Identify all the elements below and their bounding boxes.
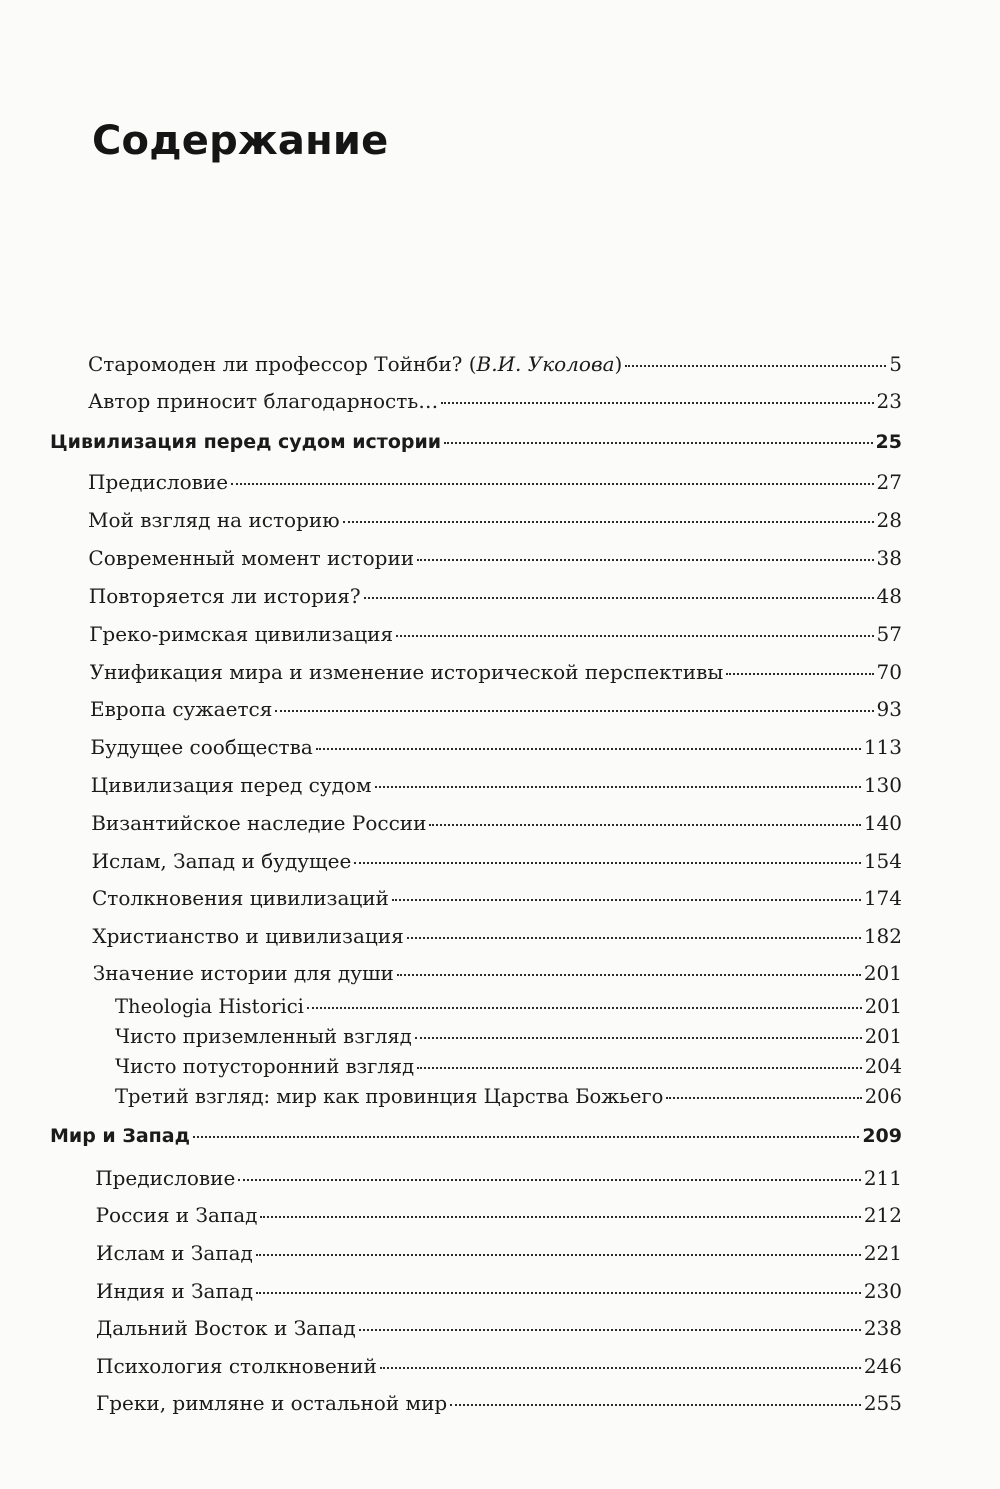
dot-leader <box>726 672 873 675</box>
dot-leader <box>193 1135 859 1138</box>
dot-leader <box>417 558 873 561</box>
toc-page-number: 27 <box>876 470 902 494</box>
toc-page-number: 28 <box>876 508 902 532</box>
dot-leader <box>625 364 886 367</box>
toc-page-number: 182 <box>863 924 902 948</box>
toc-entry <box>96 1354 902 1378</box>
toc-entry-title <box>115 1085 663 1109</box>
toc-entry <box>88 389 902 413</box>
dot-leader <box>354 861 861 864</box>
dot-leader <box>444 441 872 444</box>
toc-entry-title <box>89 622 393 646</box>
toc-entry-text: Столкновения цивилизаций <box>92 886 389 910</box>
toc-entry <box>92 886 902 910</box>
toc-entry-text: Мир и Запад <box>50 1125 190 1147</box>
toc-entry-title <box>92 849 352 873</box>
dot-leader <box>316 747 861 750</box>
toc-entry-text: Значение истории для души <box>92 961 394 985</box>
toc-entry-title <box>88 546 414 570</box>
toc-page-number: 48 <box>876 584 902 608</box>
dot-leader <box>397 973 861 976</box>
dot-leader <box>231 482 873 485</box>
dot-leader <box>238 1178 861 1181</box>
toc-entry-title <box>88 470 228 494</box>
dot-leader <box>441 401 873 404</box>
toc-entry-text-suffix: ) <box>614 352 623 376</box>
toc-entry-text: Христианство и цивилизация <box>92 924 404 948</box>
toc-entry <box>89 622 902 646</box>
toc-entry-title <box>95 1166 235 1190</box>
toc-page-number: 204 <box>864 1055 902 1078</box>
dot-leader <box>666 1096 861 1099</box>
dot-leader <box>260 1215 860 1218</box>
toc-entry <box>92 924 902 948</box>
toc-page-number: 201 <box>864 995 902 1018</box>
toc-page-number: 154 <box>863 849 902 873</box>
toc-entry-text: Цивилизация перед судом <box>90 773 372 797</box>
toc-entry-title <box>92 886 389 910</box>
toc-entry-text: Ислам и Запад <box>96 1241 253 1265</box>
toc-entry-title <box>90 735 312 759</box>
toc-entry-title <box>50 1124 190 1148</box>
toc-page-number: 38 <box>876 546 902 570</box>
toc-page-number: 23 <box>876 389 902 413</box>
toc-entry <box>90 660 902 684</box>
toc-entry-title <box>92 924 403 948</box>
toc-entry-title <box>115 995 304 1019</box>
toc-page-number: 246 <box>863 1354 902 1378</box>
toc-entry-text: Европа сужается <box>90 697 273 721</box>
toc-entry-title <box>115 1055 414 1079</box>
toc-entry-text: Россия и Запад <box>95 1203 258 1227</box>
toc-entry-text: Индия и Запад <box>96 1279 254 1303</box>
dot-leader <box>256 1291 861 1294</box>
toc-entry <box>96 1279 902 1303</box>
dot-leader <box>256 1253 861 1256</box>
toc-entry <box>96 1241 902 1265</box>
toc-entry-title <box>88 352 622 376</box>
toc-entry-text: Предисловие <box>88 470 229 494</box>
toc-page-number: 201 <box>863 961 902 985</box>
toc-entry <box>90 697 902 721</box>
toc-entry <box>88 508 902 532</box>
toc-entry-title <box>88 508 340 532</box>
toc-entry-title <box>96 1391 447 1415</box>
dot-leader <box>396 634 873 637</box>
toc-entry-text: Цивилизация перед судом истории <box>50 431 442 453</box>
toc-entry-text: Греки, римляне и остальной мир <box>96 1391 448 1415</box>
toc-page-number: 230 <box>863 1279 902 1303</box>
dot-leader <box>392 898 861 901</box>
toc-page-number: 70 <box>876 660 902 684</box>
toc-entry-title <box>96 1203 258 1227</box>
toc-entry <box>115 1085 902 1109</box>
toc-entry <box>115 1025 902 1049</box>
toc-page-number: 5 <box>889 352 902 376</box>
toc-entry-text: Чисто приземленный взгляд <box>115 1025 412 1048</box>
toc-part-heading <box>50 430 902 454</box>
toc-entry-title <box>96 1241 253 1265</box>
toc-entry <box>88 470 902 494</box>
toc-entry-title <box>90 660 724 684</box>
toc-entry-text: Повторяется ли история? <box>88 584 361 608</box>
toc-entry-text: Мой взгляд на историю <box>88 508 340 532</box>
dot-leader <box>407 936 861 939</box>
toc-entry-text: Предисловие <box>95 1166 236 1190</box>
toc-page-number: 255 <box>863 1391 902 1415</box>
dot-leader <box>364 596 874 599</box>
toc-entry-text: Современный момент истории <box>88 546 415 570</box>
toc-entry-author: В.И. Уколова <box>476 352 615 376</box>
dot-leader <box>429 823 860 826</box>
dot-leader <box>343 520 874 523</box>
toc-entry <box>89 584 902 608</box>
dot-leader <box>380 1366 861 1369</box>
toc-entry-title <box>96 1354 377 1378</box>
toc-entry-text: Византийское наследие России <box>91 811 427 835</box>
toc-entry <box>115 995 902 1019</box>
toc-entry <box>93 961 902 985</box>
toc-page-number: 140 <box>863 811 902 835</box>
toc-entry-text: Третий взгляд: мир как провинция Царства Божьего <box>115 1085 664 1108</box>
toc-entry-title <box>91 811 426 835</box>
toc-page-number: 93 <box>876 697 902 721</box>
toc-entry <box>95 1166 902 1190</box>
toc-entry-text: Дальний Восток и Запад <box>96 1316 356 1340</box>
toc-page-number: 57 <box>876 622 902 646</box>
toc-part-heading <box>50 1124 902 1148</box>
toc-page-number: 238 <box>863 1316 902 1340</box>
toc-entry <box>90 735 902 759</box>
toc-entry-title <box>96 1316 356 1340</box>
toc-entry <box>91 773 902 797</box>
toc-entry-text: Ислам, Запад и будущее <box>91 849 352 873</box>
dot-leader <box>375 785 861 788</box>
toc-entry-text: Автор приносит благодарность… <box>88 389 439 413</box>
toc-page-number: 25 <box>875 431 902 453</box>
page-title: Содержание <box>92 118 389 164</box>
toc-entry-title <box>96 1279 253 1303</box>
toc-page-number: 209 <box>862 1125 902 1147</box>
toc-entry-title <box>90 697 272 721</box>
toc-entry-text: Чисто потусторонний взгляд <box>115 1055 415 1078</box>
toc-entry-text: Греко-римская цивилизация <box>89 622 394 646</box>
toc-page-number: 221 <box>863 1241 902 1265</box>
toc-entry-text: Психология столкновений <box>96 1354 377 1378</box>
toc-entry-text: Старомоден ли профессор Тойнби? ( <box>88 352 477 376</box>
toc-entry <box>91 811 902 835</box>
toc-entry <box>88 352 902 376</box>
toc-page-number: 211 <box>863 1166 902 1190</box>
dot-leader <box>359 1328 861 1331</box>
toc-page-number: 212 <box>863 1203 902 1227</box>
toc-page-number: 201 <box>864 1025 902 1048</box>
toc-entry <box>88 546 902 570</box>
toc-entry <box>115 1055 902 1079</box>
toc-entry-text: Theologia Historici <box>115 995 304 1018</box>
dot-leader <box>415 1036 862 1039</box>
toc-entry <box>96 1316 902 1340</box>
toc-entry-title <box>88 389 438 413</box>
toc-entry <box>92 849 902 873</box>
dot-leader <box>307 1006 862 1009</box>
toc-entry <box>96 1391 902 1415</box>
dot-leader <box>417 1066 862 1069</box>
toc-entry-title <box>93 961 394 985</box>
toc-entry-title <box>89 584 361 608</box>
dot-leader <box>275 709 873 712</box>
toc-entry-title <box>115 1025 412 1049</box>
toc-page-number: 113 <box>863 735 902 759</box>
toc-entry-title <box>91 773 372 797</box>
toc-page-number: 174 <box>863 886 902 910</box>
toc-page-number: 130 <box>863 773 902 797</box>
toc-entry-text: Унификация мира и изменение исторической перспективы <box>89 660 724 684</box>
toc-page-number: 206 <box>864 1085 902 1108</box>
dot-leader <box>450 1403 861 1406</box>
toc-entry-text: Будущее сообщества <box>90 735 313 759</box>
toc-entry-title <box>50 430 441 454</box>
toc-entry <box>96 1203 902 1227</box>
